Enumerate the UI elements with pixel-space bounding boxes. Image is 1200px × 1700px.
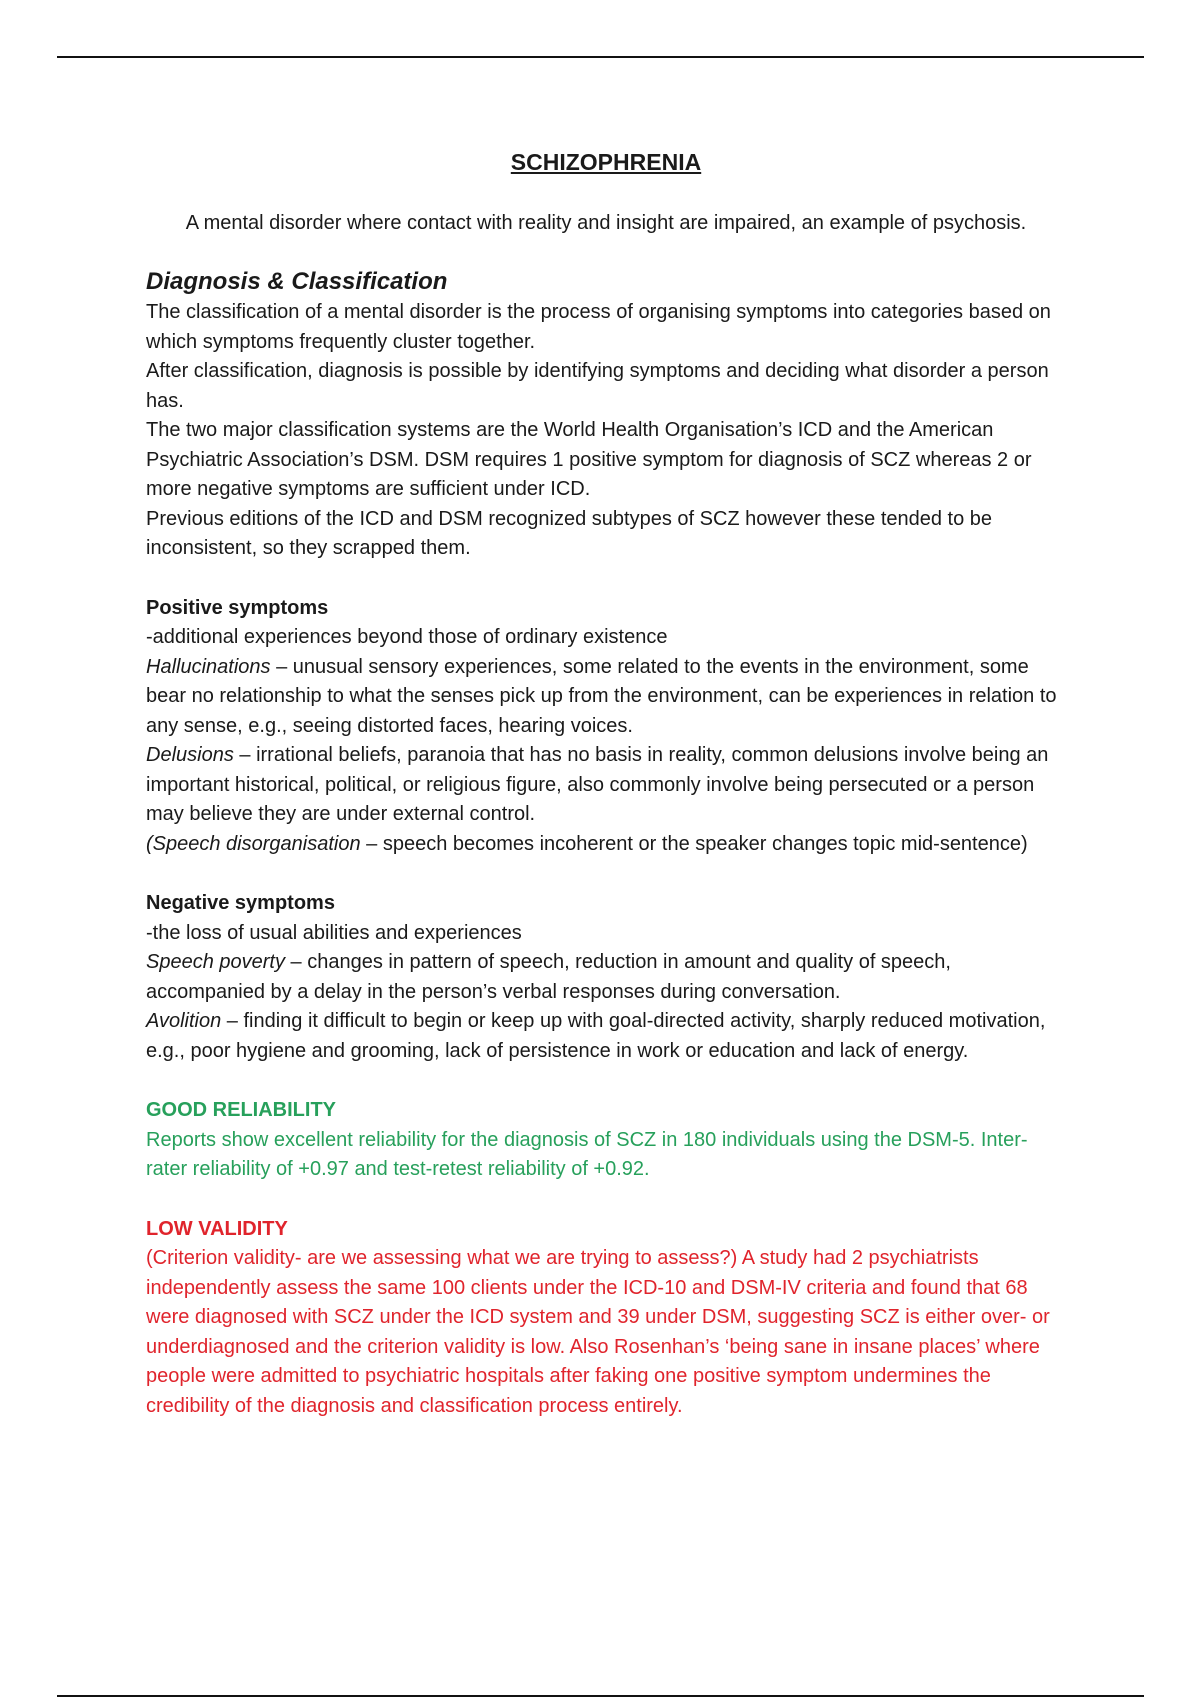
speech-poverty-text: – changes in pattern of speech, reduction in amount and quality of speech, accompanied by a delay in the person’s verbal responses during conversation. <box>146 951 951 1003</box>
page-title: SCHIZOPHRENIA <box>510 149 702 175</box>
definition-text: A mental disorder where contact with reality and insight are impaired, an example of psychosis. <box>185 212 1027 234</box>
diagnosis-paragraph: The classification of a mental disorder is the process of organising symptoms into categories based on which symptoms frequently cluster together. <box>146 301 1051 353</box>
reliability-heading: GOOD RELIABILITY <box>146 1099 336 1121</box>
speech-disorganisation-text: – speech becomes incoherent or the speaker changes topic mid-sentence) <box>360 832 1028 855</box>
negative-symptoms-intro: -the loss of usual abilities and experiences <box>146 921 522 944</box>
hallucinations-term: Hallucinations <box>146 655 271 678</box>
speech-disorganisation-entry <box>146 830 1066 860</box>
positive-symptoms-heading: Positive symptoms <box>146 596 329 619</box>
validity-block <box>146 1215 1066 1422</box>
reliability-text: Reports show excellent reliability for the diagnosis of SCZ in 180 individuals using the DSM-5. Inter-rater reliability of +0.97 and test-retest reliability of +0.92. <box>146 1128 1028 1180</box>
avolition-term: Avolition <box>146 1010 222 1032</box>
validity-text: (Criterion validity- are we assessing what we are trying to assess?) A study had 2 psychiatrists independently assess the same 100 clients under the ICD-10 and DSM-IV criteria and found that 68 were diagnosed with SCZ under the ICD system and 39 under DSM, suggesting SCZ is either over- or underdiagnosed and the criterion validity is low. Also Rosenhan’s ‘being sane in insane places’ where people were admitted to psychiatric hospitals after faking one positive symptom undermines the credibility of the diagnosis and classification process entirely. <box>146 1247 1050 1417</box>
speech-disorganisation-term: (Speech disorganisation <box>146 832 361 855</box>
avolition-text: – finding it difficult to begin or keep up with goal-directed activity, sharply reduced motivation, e.g., poor hygiene and grooming, lack of persistence in work or education and lack of energy. <box>146 1010 1046 1062</box>
delusions-entry <box>146 741 1066 830</box>
validity-heading: LOW VALIDITY <box>146 1217 288 1240</box>
avolition-entry <box>146 1007 1066 1066</box>
diagnosis-heading: Diagnosis & Classification <box>146 268 448 295</box>
top-rule <box>57 56 1144 58</box>
diagnosis-paragraph: After classification, diagnosis is possible by identifying symptoms and deciding what disorder a person has. <box>146 360 1049 412</box>
speech-poverty-entry <box>146 948 1066 1007</box>
hallucinations-entry <box>146 653 1066 742</box>
delusions-text: – irrational beliefs, paranoia that has no basis in reality, common delusions involve being an important historical, political, or religious figure, also commonly involve being persecuted or a person may believe they are under external control. <box>146 744 1049 825</box>
diagnosis-paragraph: Previous editions of the ICD and DSM recognized subtypes of SCZ however these tended to be inconsistent, so they scrapped them. <box>146 507 993 559</box>
hallucinations-text: – unusual sensory experiences, some related to the events in the environment, some bear no relationship to what the senses pick up from the environment, can be experiences in relation to any sense, e.g., seeing distorted faces, hearing voices. <box>146 655 1057 737</box>
speech-poverty-term: Speech poverty <box>146 951 285 973</box>
document-body <box>146 146 1066 1421</box>
diagnosis-paragraph: The two major classification systems are the World Health Organisation’s ICD and the American Psychiatric Association’s DSM. DSM requires 1 positive symptom for diagnosis of SCZ whereas 2 or more negative symptoms are sufficient under ICD. <box>146 419 1032 500</box>
positive-symptoms-intro: -additional experiences beyond those of ordinary existence <box>146 626 668 648</box>
negative-symptoms-heading: Negative symptoms <box>146 892 335 914</box>
bottom-rule <box>57 1695 1144 1697</box>
delusions-term: Delusions <box>146 744 234 766</box>
reliability-block <box>146 1096 1066 1185</box>
